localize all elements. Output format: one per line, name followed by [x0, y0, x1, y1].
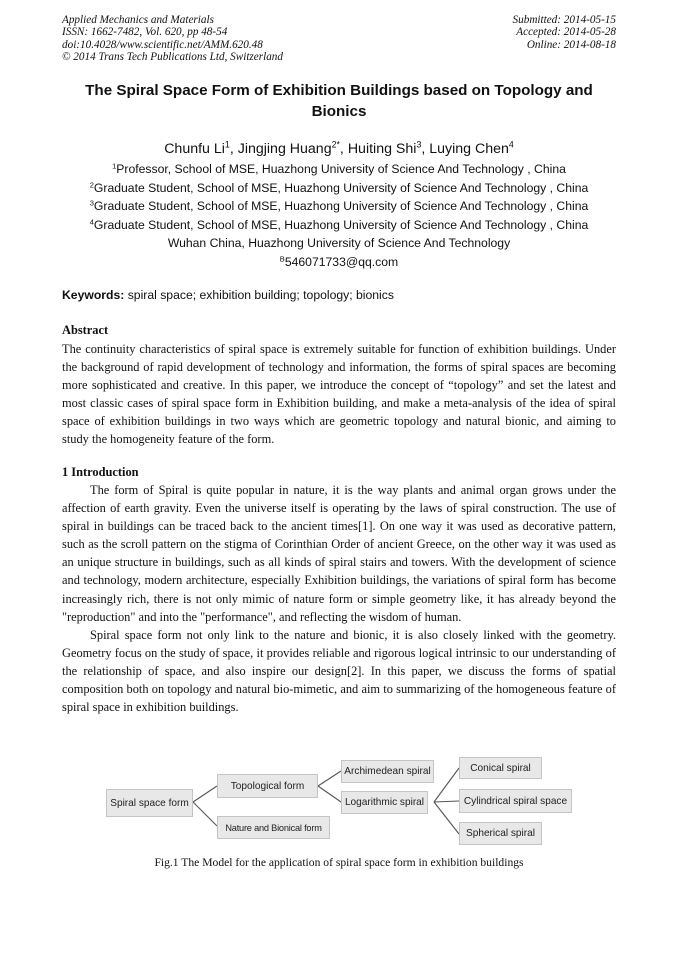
affiliation-marker: 2	[89, 179, 94, 189]
introduction-heading: 1 Introduction	[62, 465, 139, 479]
doi: doi:10.4028/www.scientific.net/AMM.620.48	[62, 38, 263, 51]
affiliation-line	[62, 234, 616, 253]
author-separator: ,	[229, 141, 238, 157]
node-cylindrical-spiral-space: Cylindrical spiral space	[459, 789, 572, 813]
affiliation-line	[62, 216, 616, 235]
affiliation-marker: B	[279, 253, 285, 263]
author-affiliation-marker: 1	[224, 139, 230, 150]
node-conical-spiral: Conical spiral	[459, 757, 542, 779]
author-affiliation-marker: 2*	[331, 139, 340, 150]
node-nature-bionical-form: Nature and Bionical form	[217, 816, 330, 839]
author-name: Luying Chen	[429, 141, 509, 157]
affiliation-text: Graduate Student, School of MSE, Huazhong University of Science And Technology , China	[93, 217, 589, 232]
introduction-paragraph-2: Spiral space form not only link to the nature and bionic, it is also closely linked with the geometry. Geometry focus on the study of space, it provides reliable and rigorous logical intrinsic to our understanding of the relationship of space, and also inspire our design[2]. In this paper, we discuss the forms of spatial composition both on topology and natural bio-mimetic, and aim to summarizing of the homogeneous feature of spiral space in exhibition buildings.	[62, 627, 616, 715]
copyright: © 2014 Trans Tech Publications Ltd, Switzerland	[62, 51, 283, 64]
figure-1-caption: Fig.1 The Model for the application of spiral space form in exhibition buildings	[154, 856, 524, 869]
abstract-heading: Abstract	[62, 323, 109, 337]
affiliation-marker: 1	[112, 161, 117, 171]
abstract-body	[62, 340, 616, 449]
affiliation-list	[62, 160, 616, 271]
connector-root-nature	[193, 802, 217, 826]
affiliation-line	[62, 179, 616, 198]
author-affiliation-marker: 3	[416, 139, 422, 150]
paper-title: The Spiral Space Form of Exhibition Buildings based on Topology and Bionics	[85, 82, 593, 120]
author-affiliation-marker: 4	[508, 139, 514, 150]
node-spherical-spiral: Spherical spiral	[459, 822, 542, 845]
affiliation-text: Graduate Student, School of MSE, Huazhong University of Science And Technology , China	[93, 199, 589, 213]
journal-name: Applied Mechanics and Materials	[62, 14, 214, 26]
affiliation-marker: 3	[89, 198, 94, 208]
node-archimedean-spiral: Archimedean spiral	[341, 760, 434, 783]
node-logarithmic-spiral: Logarithmic spiral	[341, 791, 428, 814]
affiliation-text: Graduate Student, School of MSE, Huazhong University of Science And Technology , China	[93, 180, 589, 195]
affiliation-text: Professor, School of MSE, Huazhong University of Science And Technology , China	[116, 162, 566, 176]
affiliation-marker: 4	[89, 216, 94, 226]
online-date: Online: 2014-08-18	[526, 38, 616, 51]
affiliation-text: 546071733@qq.com	[284, 254, 399, 269]
connector-topological-logarithmic	[318, 786, 341, 802]
keywords-text: spiral space; exhibition building; topology; bionics	[124, 288, 394, 302]
connector-logarithmic-spherical	[434, 802, 459, 834]
connector-root-topological	[193, 786, 217, 802]
publication-info	[62, 14, 283, 64]
introduction-body	[62, 481, 616, 716]
keywords	[62, 287, 616, 303]
issn-volume: ISSN: 1662-7482, Vol. 620, pp 48-54	[62, 26, 228, 39]
connector-logarithmic-conical	[434, 768, 459, 802]
accepted-date: Accepted: 2014-05-28	[516, 26, 616, 39]
keywords-label: Keywords:	[62, 288, 125, 302]
affiliation-line	[62, 197, 616, 216]
figure-1-diagram	[100, 750, 580, 850]
node-spiral-space-form: Spiral space form	[106, 789, 193, 817]
abstract-text: The continuity characteristics of spiral space is extremely suitable for function of exhibition buildings. Under the background of rapid development of technology and information, the forms of spiral spaces are becoming more sophisticated and creative. In this paper, we introduce the concept of “topology” and set the latest and most classic cases of spiral space form in Exhibition building, and make a meta-analysis of the idea of spiral space of exhibition buildings in two ways which are geometric topology and natural bionic, and aiming to study the homogeneity feature of the form.	[62, 342, 616, 447]
affiliation-text: Wuhan China, Huazhong University of Science And Technology	[167, 236, 511, 250]
affiliation-line	[62, 160, 616, 179]
node-topological-form: Topological form	[217, 774, 318, 798]
connector-logarithmic-cylindrical	[434, 801, 459, 802]
author-name: Chunfu Li	[164, 141, 225, 157]
author-name: Jingjing Huang	[237, 141, 332, 157]
publication-dates	[513, 14, 616, 51]
author-separator: ,	[339, 141, 348, 157]
introduction-paragraph-1: The form of Spiral is quite popular in nature, it is the way plants and animal organ grows under the affection of earth gravity. Even the universe itself is operating by the laws of spiral construction. The use of spiral in buildings can be traced back to the ancient times[1]. On one way it was used as decorative pattern, such as the scroll pattern on the stigma of Corinthian Order of ancient Greece, on the other way it was used as an unique structure in buildings, such as all kinds of spiral stairs and towers. With the development of science and technology, modern architecture, especially Exhibition buildings, the variations of spiral form has become increasingly rich, there is not only mimic of nature form or simple geometry like, it has already beyond the "reproduction" and into the "performance", and reflecting the wisdom of human.	[62, 483, 616, 624]
author-list	[62, 140, 616, 158]
author-name: Huiting Shi	[347, 141, 417, 157]
affiliation-line	[62, 253, 616, 272]
submitted-date: Submitted: 2014-05-15	[512, 14, 616, 26]
connector-topological-archimedean	[318, 771, 341, 786]
author-separator: ,	[421, 141, 430, 157]
